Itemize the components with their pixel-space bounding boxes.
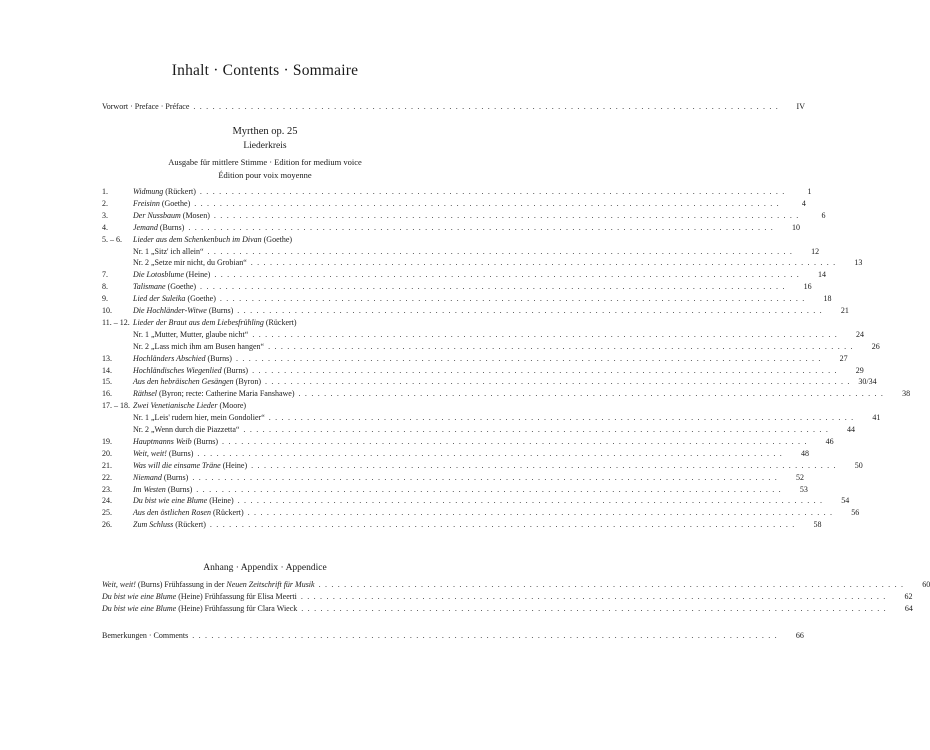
toc-page-number: 66: [795, 631, 804, 640]
toc-entry-title: Zwei Venetianische Lieder (Moore): [133, 401, 247, 411]
toc-song-number: 19.: [102, 436, 112, 446]
toc-row-subitem[interactable]: [102, 424, 856, 436]
toc-entry-title: Talismane (Goethe): [133, 282, 197, 292]
toc-page-number: 64: [904, 604, 913, 613]
toc-entry-title: Nr. 2 „Setze mir nicht, du Grobian“: [133, 258, 247, 268]
toc-song-number: 8.: [102, 282, 108, 292]
toc-row-song[interactable]: [102, 234, 418, 246]
toc-row-song[interactable]: [102, 305, 849, 317]
dot-leader: . . . . . . . . . . . . . . . . . . . . . . . . . . . . . . . . . . . . . . . . . . . . . . . . . . . . . . . . . . . . . . . . . . . . . . . . . . . . . . . . . . . . . . . . . . . .: [252, 365, 838, 375]
toc-song-number: 14.: [102, 365, 112, 375]
dot-leader: . . . . . . . . . . . . . . . . . . . . . . . . . . . . . . . . . . . . . . . . . . . . . . . . . . . . . . . . . . . . . . . . . . . . . . . . . . . . . . . . . . . . . . . . . . . .: [192, 631, 778, 640]
toc-page-number: 53: [799, 484, 808, 494]
toc-row-song[interactable]: [102, 293, 832, 305]
dot-leader: . . . . . . . . . . . . . . . . . . . . . . . . . . . . . . . . . . . . . . . . . . . . . . . . . . . . . . . . . . . . . . . . . . . . . . . . . . . . . . . . . . . . . . . . . . . .: [301, 604, 887, 613]
toc-page-number: 4: [801, 198, 806, 208]
toc-entry-title: Lieder aus dem Schenkenbuch im Divan (Goethe): [133, 234, 293, 244]
toc-entry-title: Hochländisches Wiegenlied (Burns): [133, 365, 249, 375]
toc-song-number: 2.: [102, 198, 108, 208]
toc-song-number: 1.: [102, 187, 108, 196]
toc-page-number: 26: [871, 341, 880, 351]
toc-entry-title: Im Westen (Burns): [133, 484, 193, 494]
toc-page-number: 60: [922, 580, 930, 589]
toc-entry-title: Die Hochländer-Witwe (Burns): [133, 306, 234, 315]
toc-entry-title: Räthsel (Byron; recte: Catherine Maria Fanshawe): [133, 389, 295, 399]
toc-entry-title: Hauptmanns Weib (Burns): [133, 436, 219, 446]
toc-page-number: 44: [847, 425, 856, 434]
dot-leader: . . . . . . . . . . . . . . . . . . . . . . . . . . . . . . . . . . . . . . . . . . . . . . . . . . . . . . . . . . . . . . . . . . . . . . . . . . . . . . . . . . . . . . . . . . . .: [235, 353, 822, 363]
toc-page-number: 16: [803, 282, 812, 292]
toc-row-subitem[interactable]: [102, 341, 880, 353]
dot-leader: . . . . . . . . . . . . . . . . . . . . . . . . . . . . . . . . . . . . . . . . . . . . . . . . . . . . . . . . . . . . . . . . . . . . . . . . . . . . . . . . . . . . . . . . . . . .: [193, 102, 779, 111]
toc-entry-title: Niemand (Burns): [133, 472, 189, 482]
toc-row-appendix-2[interactable]: [102, 591, 913, 603]
toc-song-number: 4.: [102, 222, 108, 232]
toc-row-song[interactable]: [102, 460, 863, 472]
dot-leader: . . . . . . . . . . . . . . . . . . . . . . . . . . . . . . . . . . . . . . . . . . . . . . . . . . . . . . . . . . . . . . . . . . . . . . . . . . . . . . . . . . . . . . . . . . . .: [200, 282, 786, 292]
dot-leader: . . . . . . . . . . . . . . . . . . . . . . . . . . . . . . . . . . . . . . . . . . . . . . . . . . . . . . . . . . . . . . . . . . . . . . . . . . . . . . . . . . . . . . . . . . . .: [214, 270, 800, 280]
dot-leader: . . . . . . . . . . . . . . . . . . . . . . . . . . . . . . . . . . . . . . . . . . . . . . . . . . . . . . . . . . . . . . . . . . . . . . . . . . . . . . . . . . . . . . . . . . . .: [194, 198, 780, 208]
toc-row-song[interactable]: [102, 388, 911, 400]
toc-entry-title: Du bist wie eine Blume (Heine): [133, 496, 234, 506]
toc-entry-title: Jemand (Burns): [133, 222, 185, 232]
toc-song-number: 22.: [102, 472, 112, 482]
dot-leader: . . . . . . . . . . . . . . . . . . . . . . . . . . . . . . . . . . . . . . . . . . . . . . . . . . . . . . . . . . . . . . . . . . . . . . . . . . . . . . . . . . . . . . . . . . . .: [209, 520, 796, 530]
toc-entry-title: Nr. 1 „Leis' rudern hier, mein Gondolier“: [133, 413, 265, 423]
toc-page-number: 10: [791, 222, 800, 232]
toc-entry-title: Der Nussbaum (Mosen): [133, 210, 210, 220]
toc-row-song[interactable]: [102, 353, 848, 365]
dot-leader: . . . . . . . . . . . . . . . . . . . . . . . . . . . . . . . . . . . . . . . . . . . . . . . . . . . . . . . . . . . . . . . . . . . . . . . . . . . . . . . . . . . . . . . . . . . .: [251, 460, 837, 470]
toc-entry-title: Nr. 2 „Lass mich ihm am Busen hangen“: [133, 341, 265, 351]
toc-page-number: 58: [813, 520, 822, 530]
toc-entry-title: Hochländers Abschied (Burns): [133, 353, 232, 363]
toc-row-song[interactable]: [102, 281, 812, 293]
toc-song-number: 3.: [102, 210, 108, 220]
toc-page-number: 21: [840, 306, 849, 315]
toc-song-number: 16.: [102, 389, 112, 399]
toc-page-number: 6: [821, 210, 826, 220]
toc-row-song[interactable]: [102, 269, 826, 281]
toc-page-number: 38: [902, 389, 911, 399]
toc-entry-title: Freisinn (Goethe): [133, 198, 191, 208]
dot-leader: . . . . . . . . . . . . . . . . . . . . . . . . . . . . . . . . . . . . . . . . . . . . . . . . . . . . . . . . . . . . . . . . . . . . . . . . . . . . . . . . . . . . . . . . . . . .: [268, 341, 854, 351]
toc-song-number: 25.: [102, 508, 112, 518]
toc-entry-title: Lieder der Braut aus dem Liebesfrühling (Rückert): [133, 317, 297, 327]
toc-page-number: 54: [841, 496, 850, 506]
toc-page-number: 48: [800, 448, 809, 458]
toc-row-preface[interactable]: [102, 101, 805, 113]
toc-entry-title: Du bist wie eine Blume (Heine) Frühfassung für Elisa Meerti: [102, 592, 297, 601]
toc-page-number: 14: [817, 270, 826, 280]
toc-page-number: 50: [854, 460, 863, 470]
toc-row-subitem[interactable]: [102, 257, 863, 269]
toc-row-song[interactable]: [102, 186, 812, 198]
toc-entry-title: Was will die einsame Träne (Heine): [133, 460, 248, 470]
toc-entry-title: Nr. 1 „Mutter, Mutter, glaube nicht“: [133, 329, 249, 339]
toc-page-number: 62: [904, 592, 913, 601]
toc-row-subitem[interactable]: [102, 246, 820, 258]
toc-entry-title: Vorwort · Preface · Préface: [102, 102, 190, 111]
toc-song-number: 24.: [102, 496, 112, 506]
toc-entry-title: Bemerkungen · Comments: [102, 631, 189, 640]
edition-line-1: Ausgabe für mittlere Stimme · Edition for medium voice: [168, 157, 362, 167]
toc-song-number: 15.: [102, 377, 112, 387]
dot-leader: . . . . . . . . . . . . . . . . . . . . . . . . . . . . . . . . . . . . . . . . . . . . . . . . . . . . . . . . . . . . . . . . . . . . . . . . . . . . . . . . . . . . . . . . . . . .: [207, 246, 794, 256]
dot-leader: . . . . . . . . . . . . . . . . . . . . . . . . . . . . . . . . . . . . . . . . . . . . . . . . . . . . . . . . . . . . . . . . . . . . . . . . . . . . . . . . . . . . . . . . . . . .: [247, 508, 834, 518]
toc-page-number: 24: [855, 329, 864, 339]
toc-song-number: 17. – 18.: [102, 401, 130, 411]
toc-entry-title: Weit, weit! (Burns): [133, 448, 194, 458]
toc-row-song[interactable]: [102, 317, 418, 329]
toc-page-number: 1: [807, 187, 812, 196]
dot-leader: . . . . . . . . . . . . . . . . . . . . . . . . . . . . . . . . . . . . . . . . . . . . . . . . . . . . . . . . . . . . . . . . . . . . . . . . . . . . . . . . . . . . . . . . . . . .: [237, 306, 823, 315]
toc-entry-title: Nr. 2 „Wenn durch die Piazzetta“: [133, 425, 240, 434]
appendix-title: Anhang · Appendix · Appendice: [203, 563, 327, 573]
toc-row-subitem[interactable]: [102, 329, 864, 341]
toc-entry-title: Lied der Suleika (Goethe): [133, 294, 216, 304]
toc-row-song[interactable]: [102, 472, 804, 484]
toc-row-song[interactable]: [102, 376, 877, 388]
toc-row-song[interactable]: [102, 495, 850, 507]
dot-leader: . . . . . . . . . . . . . . . . . . . . . . . . . . . . . . . . . . . . . . . . . . . . . . . . . . . . . . . . . . . . . . . . . . . . . . . . . . . . . . . . . . . . . . . . . . . .: [196, 484, 782, 494]
section-title: Myrthen op. 25: [232, 126, 298, 137]
dot-leader: . . . . . . . . . . . . . . . . . . . . . . . . . . . . . . . . . . . . . . . . . . . . . . . . . . . . . . . . . . . . . . . . . . . . . . . . . . . . . . . . . . . . . . . . . . . .: [268, 413, 855, 423]
dot-leader: . . . . . . . . . . . . . . . . . . . . . . . . . . . . . . . . . . . . . . . . . . . . . . . . . . . . . . . . . . . . . . . . . . . . . . . . . . . . . . . . . . . . . . . . . . . .: [243, 425, 830, 434]
toc-song-number: 7.: [102, 270, 108, 280]
dot-leader: . . . . . . . . . . . . . . . . . . . . . . . . . . . . . . . . . . . . . . . . . . . . . . . . . . . . . . . . . . . . . . . . . . . . . . . . . . . . . . . . . . . . . . . . . . . .: [298, 389, 885, 399]
toc-song-number: 5. – 6.: [102, 234, 122, 244]
toc-row-comments[interactable]: [102, 630, 804, 642]
toc-row-song[interactable]: [102, 222, 800, 234]
toc-row-appendix-1[interactable]: [102, 579, 930, 591]
toc-page-number: 52: [795, 472, 804, 482]
toc-entry-title: Aus den hebräischen Gesängen (Byron): [133, 377, 261, 387]
toc-row-appendix-3[interactable]: [102, 603, 913, 615]
toc-page-number: 27: [839, 353, 848, 363]
page-heading: Inhalt · Contents · Sommaire: [171, 62, 359, 79]
dot-leader: . . . . . . . . . . . . . . . . . . . . . . . . . . . . . . . . . . . . . . . . . . . . . . . . . . . . . . . . . . . . . . . . . . . . . . . . . . . . . . . . . . . . . . . . . . . .: [199, 187, 786, 196]
dot-leader: . . . . . . . . . . . . . . . . . . . . . . . . . . . . . . . . . . . . . . . . . . . . . . . . . . . . . . . . . . . . . . . . . . . . . . . . . . . . . . . . . . . . . . . . . . . .: [219, 294, 806, 304]
toc-song-number: 13.: [102, 353, 112, 363]
toc-song-number: 23.: [102, 484, 112, 494]
toc-page-number: IV: [796, 102, 805, 111]
toc-row-song[interactable]: [102, 519, 822, 531]
toc-row-song[interactable]: [102, 448, 809, 460]
section-subtitle: Liederkreis: [243, 141, 287, 151]
toc-song-number: 11. – 12.: [102, 317, 130, 327]
toc-row-subitem[interactable]: [102, 412, 881, 424]
toc-page-number: 56: [851, 508, 860, 518]
toc-row-song[interactable]: [102, 436, 834, 448]
dot-leader: . . . . . . . . . . . . . . . . . . . . . . . . . . . . . . . . . . . . . . . . . . . . . . . . . . . . . . . . . . . . . . . . . . . . . . . . . . . . . . . . . . . . . . . . . . . .: [222, 436, 808, 446]
toc-page-number: 30/34: [858, 377, 877, 387]
toc-row-song[interactable]: [102, 484, 808, 496]
toc-page-number: 12: [811, 246, 820, 256]
dot-leader: . . . . . . . . . . . . . . . . . . . . . . . . . . . . . . . . . . . . . . . . . . . . . . . . . . . . . . . . . . . . . . . . . . . . . . . . . . . . . . . . . . . . . . . . . . . .: [252, 329, 838, 339]
toc-page-number: 13: [854, 258, 863, 268]
toc-song-number: 10.: [102, 306, 112, 315]
toc-entry-title: Die Lotosblume (Heine): [133, 270, 211, 280]
dot-leader: . . . . . . . . . . . . . . . . . . . . . . . . . . . . . . . . . . . . . . . . . . . . . . . . . . . . . . . . . . . . . . . . . . . . . . . . . . . . . . . . . . . . . . . . . . . .: [192, 472, 778, 482]
toc-entry-title: Aus den östlichen Rosen (Rückert): [133, 508, 244, 518]
dot-leader: . . . . . . . . . . . . . . . . . . . . . . . . . . . . . . . . . . . . . . . . . . . . . . . . . . . . . . . . . . . . . . . . . . . . . . . . . . . . . . . . . . . . . . . . . . . .: [300, 592, 887, 601]
dot-leader: . . . . . . . . . . . . . . . . . . . . . . . . . . . . . . . . . . . . . . . . . . . . . . . . . . . . . . . . . . . . . . . . . . . . . . . . . . . . . . . . . . . . . . . . . . . .: [237, 496, 824, 506]
toc-row-song[interactable]: [102, 400, 418, 412]
toc-page-number: 41: [872, 413, 881, 423]
toc-entry-title: Nr. 1 „Sitz' ich allein“: [133, 246, 204, 256]
toc-entry-title: Weit, weit! (Burns) Frühfassung in der Neuen Zeitschrift für Musik: [102, 580, 315, 589]
toc-page-number: 29: [855, 365, 864, 375]
dot-leader: . . . . . . . . . . . . . . . . . . . . . . . . . . . . . . . . . . . . . . . . . . . . . . . . . . . . . . . . . . . . . . . . . . . . . . . . . . . . . . . . . . . . . . . . . . . .: [197, 448, 783, 458]
toc-entry-title: Widmung (Rückert): [133, 187, 196, 196]
toc-song-number: 26.: [102, 520, 112, 530]
toc-page-number: 18: [823, 294, 832, 304]
dot-leader: . . . . . . . . . . . . . . . . . . . . . . . . . . . . . . . . . . . . . . . . . . . . . . . . . . . . . . . . . . . . . . . . . . . . . . . . . . . . . . . . . . . . . . . . . . . .: [318, 580, 905, 589]
toc-row-song[interactable]: [102, 507, 860, 519]
dot-leader: . . . . . . . . . . . . . . . . . . . . . . . . . . . . . . . . . . . . . . . . . . . . . . . . . . . . . . . . . . . . . . . . . . . . . . . . . . . . . . . . . . . . . . . . . . . .: [264, 377, 851, 387]
toc-row-song[interactable]: [102, 198, 806, 210]
toc-song-number: 20.: [102, 448, 112, 458]
dot-leader: . . . . . . . . . . . . . . . . . . . . . . . . . . . . . . . . . . . . . . . . . . . . . . . . . . . . . . . . . . . . . . . . . . . . . . . . . . . . . . . . . . . . . . . . . . . .: [188, 222, 774, 232]
dot-leader: . . . . . . . . . . . . . . . . . . . . . . . . . . . . . . . . . . . . . . . . . . . . . . . . . . . . . . . . . . . . . . . . . . . . . . . . . . . . . . . . . . . . . . . . . . . .: [213, 210, 800, 220]
toc-page-number: 46: [825, 436, 834, 446]
toc-song-number: 9.: [102, 294, 108, 304]
toc-row-song[interactable]: [102, 365, 864, 377]
edition-line-2: Édition pour voix moyenne: [218, 170, 312, 180]
toc-song-number: 21.: [102, 460, 112, 470]
toc-row-song[interactable]: [102, 210, 826, 222]
toc-entry-title: Du bist wie eine Blume (Heine) Frühfassung für Clara Wieck: [102, 604, 298, 613]
toc-entry-title: Zum Schluss (Rückert): [133, 520, 206, 530]
dot-leader: . . . . . . . . . . . . . . . . . . . . . . . . . . . . . . . . . . . . . . . . . . . . . . . . . . . . . . . . . . . . . . . . . . . . . . . . . . . . . . . . . . . . . . . . . . . .: [250, 258, 837, 268]
